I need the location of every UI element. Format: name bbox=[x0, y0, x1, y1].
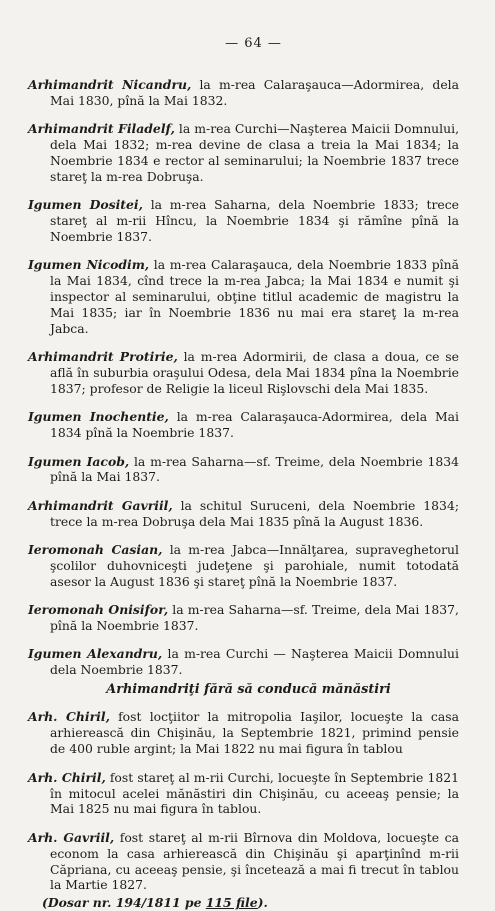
entry-name: Arhimandrit Filadelf, bbox=[28, 121, 175, 137]
entry-text: fost stareţ al m-rii Bîrnova din Moldova, locueşte ca econom la casa arhierească din Chişinău şi aparţinînd m-rii Căpriana, cu aceeaş pensie, şi încetează a mai fi trecut în tablou la Martie 1827. bbox=[50, 829, 459, 893]
entry-text: la m-rea Calaraşauca, dela Noembrie 1833 pînă la Mai 1834, cînd trece la m-rea Jabca; la Mai 1834 e numit şi inspector al seminarului, obţine titlul academic de magistru la Mai 1835; iar în Noembrie 1836 nu mai era stareţ la m-rea Jabca. bbox=[50, 257, 459, 336]
source-suffix: ). bbox=[257, 895, 268, 911]
entry bbox=[28, 197, 459, 245]
entry-text: la m-rea Adormirii, de clasa a doua, ce se află în suburbia oraşului Odesa, dela Mai 1834 pîna la Noembrie 1837; profesor de Religie la liceul Rişlovschi dela Mai 1835. bbox=[50, 349, 459, 397]
entry bbox=[28, 498, 459, 530]
entry-text: la m-rea Curchi — Naşterea Maicii Domnului dela Noembrie 1837. bbox=[50, 646, 459, 678]
entry-name: Ieromonah Casian, bbox=[28, 541, 163, 557]
entry-name: Arhimandrit Protirie, bbox=[28, 349, 178, 365]
entry-text: la m-rea Jabca—Innălţarea, supraveghetorul şcolilor duhovniceşti judeţene şi parohiale, numit totodată asesor la August 1836 şi stareţ pînă la Noembrie 1837. bbox=[50, 541, 459, 589]
entry-text: fost stareţ al m-rii Curchi, locueşte în Septembrie 1821 în mitocul acelei mănăstiri din Chişinău, cu aceeaş pensie; la Mai 1825 nu mai figura în tablou. bbox=[50, 769, 459, 817]
entry-text: la m-rea Curchi—Naşterea Maicii Domnului, dela Mai 1832; m-rea devine de clasa a treia la Mai 1834; la Noembrie 1834 e rector al seminarului; la Noembrie 1837 trece stareţ la m-rea Dobruşa. bbox=[50, 121, 460, 184]
entry-name: Igumen Inochentie, bbox=[28, 409, 169, 425]
entry bbox=[28, 542, 459, 590]
entry-name: Igumen Alexandru, bbox=[28, 646, 163, 662]
entry bbox=[28, 257, 459, 337]
entry-list-archimandrites bbox=[28, 709, 459, 893]
entry-text: la m-rea Saharna—sf. Treime, dela Noembrie 1834 pînă la Mai 1837. bbox=[50, 453, 459, 485]
entry bbox=[28, 409, 459, 441]
entry-text: la schitul Suruceni, dela Noembrie 1834; trece la m-rea Dobruşa dela Mai 1835 pînă la August 1836. bbox=[50, 497, 459, 529]
entry-text: la m-rea Calaraşauca—Adormirea, dela Mai 1830, pînă la Mai 1832. bbox=[50, 77, 459, 108]
source-citation bbox=[28, 895, 459, 911]
entry bbox=[28, 602, 459, 634]
entry-text: la m-rea Saharna—sf. Treime, dela Mai 1837, pînă la Noembrie 1837. bbox=[50, 602, 459, 633]
entry-text: fost locţiitor la mitropolia Iaşilor, locueşte la casa arhierească din Chişinău, la Septembrie 1821, primind pensie de 400 ruble argint; la Mai 1822 nu mai figura în tablou bbox=[50, 709, 459, 757]
entry-name: Ieromonah Onisifor, bbox=[28, 602, 169, 618]
entry bbox=[28, 830, 459, 894]
entry-name: Igumen Dositei, bbox=[28, 197, 143, 213]
entry bbox=[28, 121, 459, 185]
section-heading: Arhimandriţi fără să conducă mănăstiri bbox=[106, 682, 391, 698]
entry bbox=[28, 709, 459, 757]
entry-text: la m-rea Calaraşauca-Adormirea, dela Mai 1834 pînă la Noembrie 1837. bbox=[50, 409, 459, 441]
entry bbox=[28, 770, 459, 818]
source-file-count: 115 file bbox=[205, 895, 258, 911]
entry-name: Arh. Gavriil, bbox=[28, 829, 115, 845]
entry-name: Arhimandrit Gavriil, bbox=[28, 497, 173, 513]
entry bbox=[28, 349, 459, 397]
entry-name: Igumen Nicodim, bbox=[28, 257, 150, 273]
entry-text: la m-rea Saharna, dela Noembrie 1833; trece stareţ al m-rii Hîncu, la Noembrie 1834 şi rămîne pînă la Noembrie 1837. bbox=[50, 197, 460, 245]
page-number: — 64 — bbox=[225, 36, 282, 51]
entry-name: Arhimandrit Nicandru, bbox=[28, 77, 192, 92]
entry-name: Arh. Chiril, bbox=[28, 709, 110, 725]
source-prefix: (Dosar nr. 194/1811 pe bbox=[42, 895, 206, 911]
entry bbox=[28, 454, 459, 486]
entry-name: Igumen Iacob, bbox=[28, 453, 130, 469]
entry-list-main bbox=[28, 77, 459, 678]
entry bbox=[28, 77, 459, 109]
entry bbox=[28, 646, 459, 678]
entry-name: Arh. Chiril, bbox=[28, 769, 106, 785]
